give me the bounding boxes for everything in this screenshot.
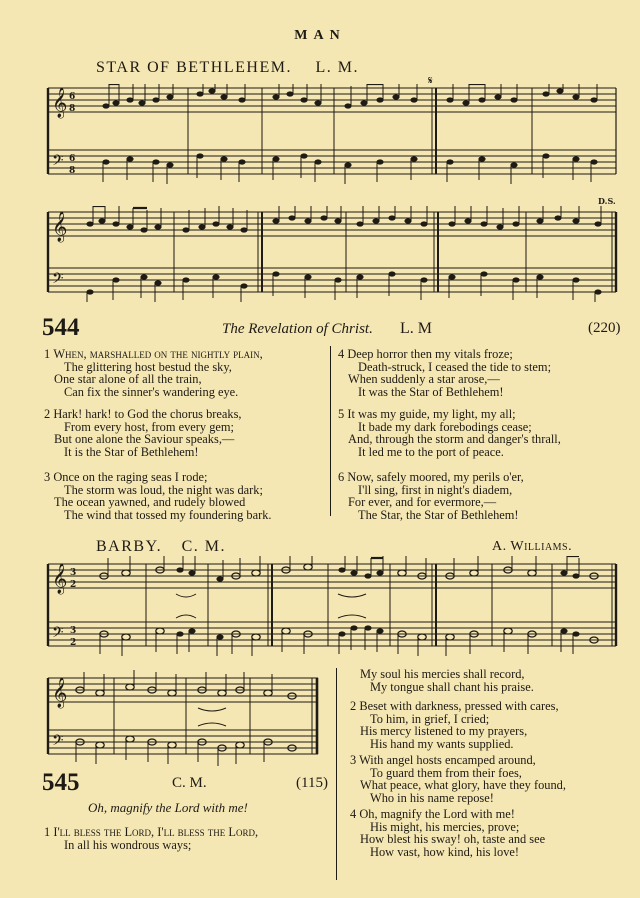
stanza-number: 3 — [350, 753, 357, 767]
svg-text:8: 8 — [69, 104, 76, 114]
stanza-line: For ever, and for evermore,— — [348, 495, 497, 510]
stanza-line: But one alone the Saviour speaks,— — [54, 432, 235, 447]
stanza-line: How blest his sway! oh, taste and see — [360, 832, 546, 847]
stanza-line: What peace, what glory, have they found, — [360, 778, 566, 793]
hymn545-stanza-3 — [350, 754, 566, 804]
stanza-5 — [338, 408, 561, 458]
stanza-line: It was my guide, my light, my all; — [347, 407, 516, 421]
stanza-line: Who in his name repose! — [370, 790, 494, 805]
stanza-number: 4 — [350, 807, 357, 821]
column-divider — [330, 346, 331, 516]
hymn545-ref: (115) — [296, 775, 328, 791]
hymn545-stanza-4 — [350, 808, 545, 858]
composer: A. Williams. — [492, 539, 573, 554]
hymn545-stanza-1 — [44, 826, 258, 851]
stanza-number: 2 — [350, 699, 357, 713]
stanza-line: To him, in grief, I cried; — [370, 711, 490, 726]
svg-text:8: 8 — [69, 166, 76, 176]
stanza-line: His might, his mercies, prove; — [370, 819, 520, 834]
svg-text:𝄞: 𝄞 — [52, 88, 68, 118]
stanza-line: I'll bless the Lord, I'll bless the Lord, — [53, 825, 259, 839]
hymn545-meter: C. M. — [172, 775, 207, 791]
svg-text:𝄢: 𝄢 — [52, 732, 64, 753]
stanza-line: It was the Star of Bethlehem! — [358, 384, 504, 399]
column-divider-2 — [336, 668, 337, 880]
stanza-4 — [338, 348, 551, 398]
stanza-number: 1 — [44, 825, 51, 839]
music-system-2 — [46, 206, 618, 304]
stanza-1 — [44, 348, 263, 398]
stanza-line: The ocean yawned, and rudely blowed — [54, 495, 246, 510]
stanza-line: It bade my dark forebodings cease; — [358, 419, 532, 434]
stanza-line: My soul his mercies shall record, — [360, 667, 525, 681]
stanza-line: The wind that tossed my foundering bark. — [64, 507, 272, 522]
stanza-line: The glittering host bestud the sky, — [64, 359, 232, 374]
stanza-line: From every host, from every gem; — [64, 419, 234, 434]
segno-mark: 𝄋 — [428, 74, 433, 87]
stanza-line: Death-struck, I ceased the tide to stem; — [358, 359, 552, 374]
stanza-2 — [44, 408, 242, 458]
stanza-number: 2 — [44, 407, 51, 421]
stanza-line: Can fix the sinner's wandering eye. — [64, 384, 239, 399]
stanza-line: It led me to the port of peace. — [358, 444, 504, 459]
running-head: MAN — [294, 28, 346, 43]
stanza-line: I'll sing, first in night's diadem, — [358, 482, 513, 497]
hymn545-stanza-1-cont — [350, 668, 534, 693]
svg-text:𝄢: 𝄢 — [52, 270, 64, 291]
music-system-3 — [46, 556, 618, 666]
stanza-line: Now, safely moored, my perils o'er, — [347, 470, 524, 484]
stanza-line: How vast, how kind, his love! — [370, 844, 520, 859]
svg-text:𝄞: 𝄞 — [52, 212, 68, 242]
hymn-number: 544 — [42, 314, 80, 341]
hymn-meter: L. M — [400, 320, 432, 337]
hymn545-stanza-2 — [350, 700, 559, 750]
hymn-title: The Revelation of Christ. — [222, 321, 373, 337]
hymn545-number: 545 — [42, 769, 80, 796]
stanza-number: 5 — [338, 407, 345, 421]
stanza-number: 1 — [44, 347, 51, 361]
stanza-line: Beset with darkness, pressed with cares, — [359, 699, 559, 713]
stanza-number: 6 — [338, 470, 345, 484]
stanza-line: With angel hosts encamped around, — [359, 753, 536, 767]
tune2-title — [96, 538, 226, 556]
svg-text:𝄢: 𝄢 — [52, 152, 64, 173]
stanza-line: When, marshalled on the nightly plain, — [53, 347, 263, 361]
ds-mark: D.S. — [598, 196, 616, 206]
svg-text:3: 3 — [70, 626, 77, 636]
svg-text:6: 6 — [69, 92, 76, 102]
hymn-ref: (220) — [588, 320, 621, 336]
stanza-line: Hark! hark! to God the chorus breaks, — [53, 407, 242, 421]
stanza-number: 3 — [44, 470, 51, 484]
svg-text:6: 6 — [69, 154, 76, 164]
tune2-name: BARBY. — [96, 538, 163, 555]
stanza-line: The Star, the Star of Bethlehem! — [358, 507, 519, 522]
svg-text:𝄢: 𝄢 — [52, 624, 64, 645]
stanza-6 — [338, 471, 524, 521]
stanza-line: To guard them from their foes, — [370, 765, 522, 780]
music-system-1 — [46, 84, 618, 186]
svg-text:𝄞: 𝄞 — [52, 564, 68, 594]
svg-text:2: 2 — [70, 580, 77, 590]
stanza-line: And, through the storm and danger's thrall, — [348, 432, 561, 447]
hymn545-subtitle: Oh, magnify the Lord with me! — [88, 800, 248, 815]
stanza-line: When suddenly a star arose,— — [348, 372, 500, 387]
tune2-meter: C. M. — [181, 538, 226, 555]
stanza-line: His hand my wants supplied. — [370, 736, 514, 751]
stanza-line: Oh, magnify the Lord with me! — [359, 807, 515, 821]
stanza-line: It is the Star of Bethlehem! — [64, 444, 199, 459]
tune-meter: L. M. — [315, 59, 359, 76]
music-system-4 — [46, 668, 322, 768]
svg-text:3: 3 — [70, 568, 77, 578]
stanza-line: Deep horror then my vitals froze; — [347, 347, 513, 361]
stanza-3 — [44, 471, 272, 521]
stanza-line: His mercy listened to my prayers, — [360, 724, 528, 739]
stanza-number: 4 — [338, 347, 345, 361]
stanza-line: In all his wondrous ways; — [64, 837, 192, 852]
stanza-line: One star alone of all the train, — [54, 372, 202, 387]
stanza-line: Once on the raging seas I rode; — [53, 470, 208, 484]
stanza-line: The storm was loud, the night was dark; — [64, 482, 263, 497]
svg-text:2: 2 — [70, 638, 77, 648]
tune-name: STAR OF BETHLEHEM. — [96, 59, 292, 76]
tune-title — [96, 59, 359, 77]
svg-text:𝄞: 𝄞 — [52, 678, 68, 708]
stanza-line: My tongue shall chant his praise. — [370, 679, 534, 694]
